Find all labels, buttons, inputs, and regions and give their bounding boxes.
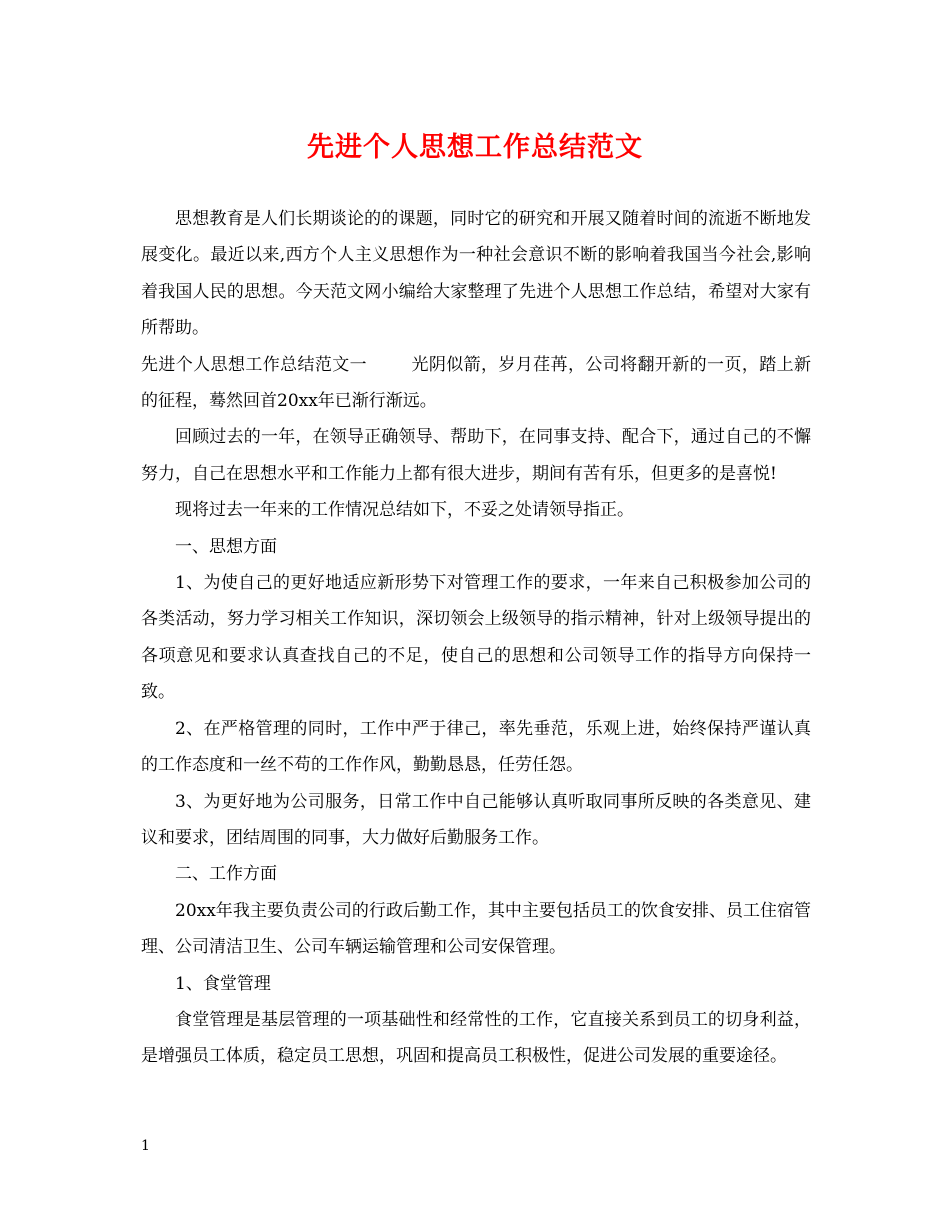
section-heading-thought: 一、思想方面 [175, 536, 277, 557]
page-number: 1 [141, 1138, 150, 1154]
body-paragraph: 3、为更好地为公司服务，日常工作中自己能够认真听取同事所反映的各类意见、建议和要求，团结周围的同事，大力做好后勤服务工作。 [141, 791, 811, 848]
section-heading-work: 二、工作方面 [175, 864, 277, 885]
document-body [141, 201, 811, 1075]
body-paragraph: 2、在严格管理的同时，工作中严于律己，率先垂范，乐观上进，始终保持严谨认真的工作态度和一丝不苟的工作作风，勤勤恳恳，任劳任怨。 [141, 718, 811, 776]
body-paragraph: 20xx年我主要负责公司的行政后勤工作，其中主要包括员工的饮食安排、员工住宿管理、公司清洁卫生、公司车辆运输管理和公司安保管理。 [141, 900, 811, 958]
body-paragraph: 回顾过去的一年，在领导正确领导、帮助下，在同事支持、配合下，通过自己的不懈努力，自己在思想水平和工作能力上都有很大进步，期间有苦有乐，但更多的是喜悦! [141, 427, 811, 484]
intro-paragraph: 思想教育是人们长期谈论的的课题，同时它的研究和开展又随着时间的流逝不断地发展变化。最近以来,西方个人主义思想作为一种社会意识不断的影响着我国当今社会,影响着我国人民的思想。今天范文网小编给大家整理了先进个人思想工作总结，希望对大家有所帮助。 [141, 209, 811, 339]
section-heading: 先进个人思想工作总结范文一 [141, 354, 368, 375]
subsection-heading-canteen: 1、食堂管理 [175, 973, 271, 994]
section-opening: 光阴似箭，岁月荏苒，公司将翻开新的一页，踏上新的征程，蓦然回首20xx年已渐行渐远。 [141, 354, 812, 412]
section-first-line [141, 347, 811, 420]
body-paragraph: 1、为使自己的更好地适应新形势下对管理工作的要求，一年来自己积极参加公司的各类活动，努力学习相关工作知识，深切领会上级领导的指示精神，针对上级领导提出的各项意见和要求认真查找自己的不足，使自己的思想和公司领导工作的指导方向保持一致。 [141, 573, 811, 703]
body-paragraph: 现将过去一年来的工作情况总结如下，不妥之处请领导指正。 [175, 500, 634, 521]
document-title: 先进个人思想工作总结范文 [307, 132, 643, 163]
body-paragraph: 食堂管理是基层管理的一项基础性和经常性的工作，它直接关系到员工的切身利益，是增强员工体质，稳定员工思想，巩固和提高员工积极性，促进公司发展的重要途径。 [141, 1009, 811, 1067]
